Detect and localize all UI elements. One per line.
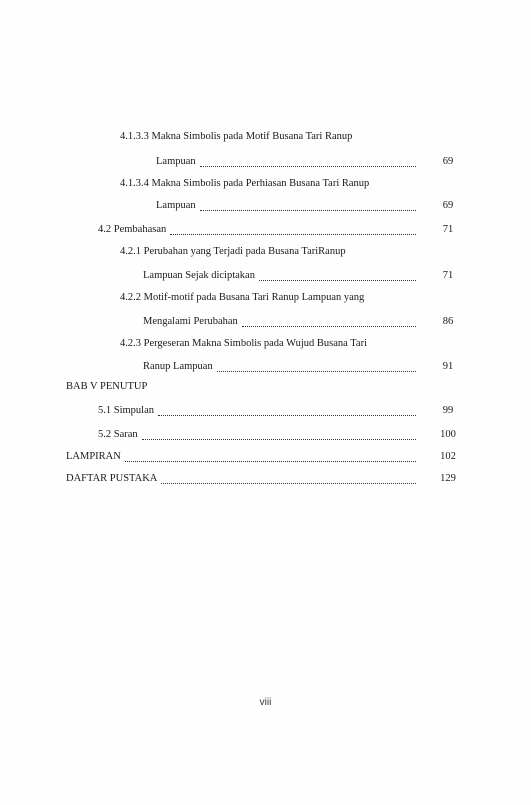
page-footer-number: viii — [259, 697, 272, 708]
toc-entry-heading: 4.1.3.4 Makna Simbolis pada Perhiasan Busana Tari Ranup — [120, 178, 370, 189]
dot-leader — [125, 453, 416, 462]
toc-page-number: 99 — [442, 405, 454, 416]
dot-leader — [200, 202, 416, 211]
dot-leader — [158, 407, 416, 416]
toc-page-number: 69 — [442, 200, 454, 211]
toc-page-number: 91 — [442, 361, 454, 372]
toc-entry-label: 5.1 Simpulan — [98, 405, 155, 416]
toc-page-number: 86 — [442, 316, 454, 327]
toc-entry — [98, 404, 420, 418]
dot-leader — [161, 475, 416, 484]
toc-entry — [98, 223, 420, 237]
toc-entry-continuation — [156, 155, 420, 169]
toc-entry-heading: 4.2.2 Motif-motif pada Busana Tari Ranup Lampuan yang — [120, 292, 365, 303]
toc-entry-label: 5.2 Saran — [98, 429, 138, 440]
toc-entry-label: DAFTAR PUSTAKA — [66, 473, 158, 484]
toc-page-number: 71 — [442, 270, 454, 281]
toc-entry-heading: 4.2.3 Pergeseran Makna Simbolis pada Wujud Busana Tari — [120, 338, 368, 349]
dot-leader — [217, 363, 416, 372]
toc-chapter-heading: BAB V PENUTUP — [66, 381, 148, 392]
toc-entry — [66, 450, 420, 464]
toc-entry-label: Lampuan — [156, 156, 196, 167]
dot-leader — [200, 158, 416, 167]
toc-entry-continuation — [143, 315, 420, 329]
toc-entry-continuation — [156, 199, 420, 213]
toc-entry-heading: 4.2.1 Perubahan yang Terjadi pada Busana TariRanup — [120, 246, 346, 257]
toc-page-number: 129 — [440, 473, 456, 484]
toc-page-number: 102 — [440, 451, 456, 462]
toc-entry-heading: 4.1.3.3 Makna Simbolis pada Motif Busana Tari Ranup — [120, 131, 353, 142]
toc-page-number: 69 — [442, 156, 454, 167]
toc-entry-label: LAMPIRAN — [66, 451, 121, 462]
toc-entry-continuation — [143, 269, 420, 283]
toc-entry-continuation — [143, 360, 420, 374]
dot-leader — [242, 318, 416, 327]
toc-entry-label: Mengalami Perubahan — [143, 316, 238, 327]
toc-entry-label: Ranup Lampuan — [143, 361, 213, 372]
toc-entry — [98, 428, 420, 442]
toc-entry-label: Lampuan — [156, 200, 196, 211]
toc-entry — [66, 472, 420, 486]
dot-leader — [170, 226, 416, 235]
toc-page-number: 100 — [440, 429, 456, 440]
toc-page-number: 71 — [442, 224, 454, 235]
dot-leader — [259, 272, 416, 281]
toc-entry-label: 4.2 Pembahasan — [98, 224, 167, 235]
toc-entry-label: Lampuan Sejak diciptakan — [143, 270, 255, 281]
dot-leader — [142, 431, 416, 440]
